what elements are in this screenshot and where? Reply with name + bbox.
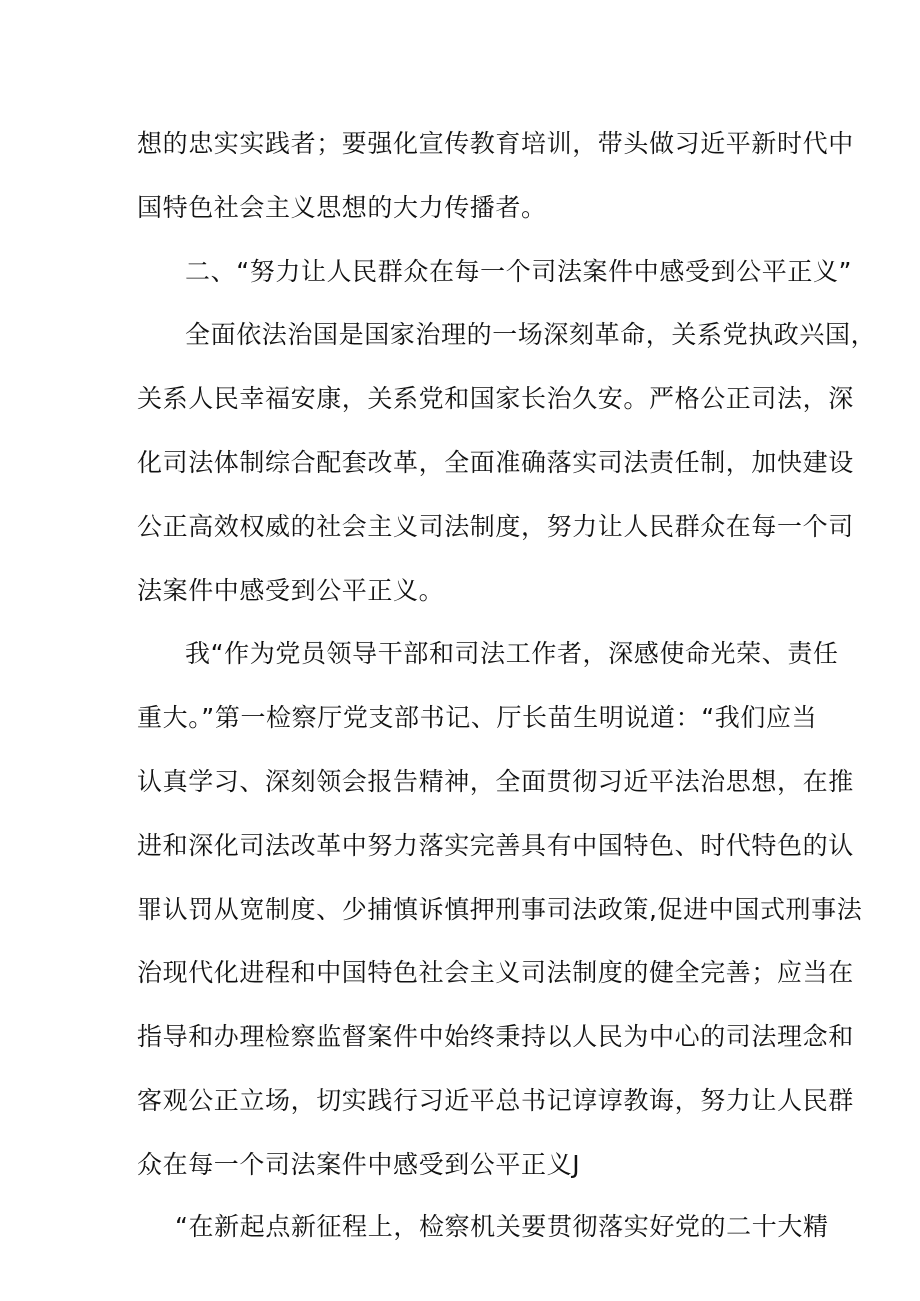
text-line: 指导和办理检察监督案件中始终秉持以人民为中心的司法理念和 — [137, 1022, 854, 1051]
text-line: 法案件中感受到公平正义。 — [137, 576, 445, 605]
text-line: 化司法体制综合配套改革，全面准确落实司法责任制，加快建设 — [137, 448, 854, 477]
text-line: 重大。”第一检察厅党支部书记、厅长苗生明说道：“我们应当 — [137, 703, 818, 732]
text-line: 我“作为党员领导干部和司法工作者，深感使命光荣、责任 — [185, 639, 839, 668]
text-line: 国特色社会主义思想的大力传播者。 — [137, 193, 547, 222]
text-line: 公正高效权威的社会主义司法制度，努力让人民群众在每一个司 — [137, 512, 854, 541]
text-line: 想的忠实实践者；要强化宣传教育培训，带头做习近平新时代中 — [137, 129, 854, 158]
text-line: 客观公正立场，切实践行习近平总书记谆谆教诲，努力让人民群 — [137, 1086, 854, 1115]
text-line: 罪认罚从宽制度、少捕慎诉慎押刑事司法政策,促进中国式刑事法 — [137, 895, 863, 924]
text-line: 众在每一个司法案件中感受到公平正义J — [137, 1150, 581, 1179]
text-line: 关系人民幸福安康，关系党和国家长治久安。严格公正司法，深 — [137, 384, 854, 413]
text-line: 认真学习、深刻领会报告精神，全面贯彻习近平法治思想，在推 — [137, 767, 854, 796]
text-line: 进和深化司法改革中努力落实完善具有中国特色、时代特色的认 — [137, 831, 854, 860]
text-line: 治现代化进程和中国特色社会主义司法制度的健全完善；应当在 — [137, 958, 854, 987]
section-heading: 二、“努力让人民群众在每一个司法案件中感受到公平正义” — [185, 257, 853, 286]
text-line: “在新起点新征程上，检察机关要贯彻落实好党的二十大精 — [175, 1212, 829, 1241]
text-line: 全面依法治国是国家治理的一场深刻革命，关系党执政兴国， — [185, 320, 877, 349]
